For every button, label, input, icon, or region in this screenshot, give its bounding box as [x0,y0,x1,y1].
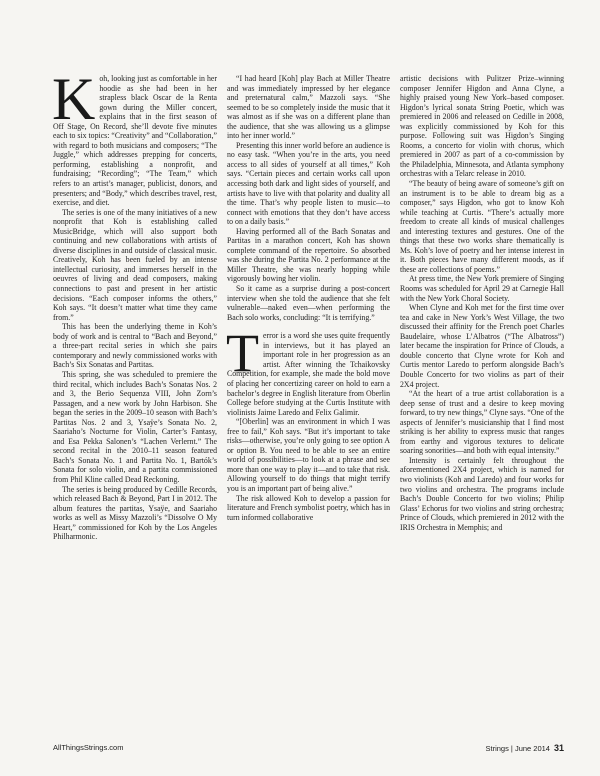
issue-info [485,743,564,753]
paragraph: artistic decisions with Pulitzer Prize–winning composer Jennifer Higdon and Anna Clyne, a highly praised young New York–based composer. Higdon’s lyrical sonata String Poetic, which was premiered in 2006 and released on Cedille in 2008, was explicitly commissioned by Koh for this purpose. Following suit was Higdon’s Singing Rooms, a concerto for violin with chorus, which premiered in 2007 as part of a co-commission by the Philadelphia, Minnesota, and Atlanta symphony orchestras with a Telarc release in 2010. [400,74,564,179]
paragraph: Presenting this inner world before an audience is no easy task. “When you’re in the arts, you need access to all sides of yourself at all times,” Koh says. “Certain pieces and certain works call upon accessing both dark and light sides of yourself, and artists have to live with that polarity and duality all the time. That’s why people listen to music—to connect with emotions that they don’t have access to on a daily basis.” [227,140,390,227]
paragraph: “I had heard [Koh] play Bach at Miller Theatre and was immediately impressed by her elegance and preternatural calm,” Mazzoli says. “She seemed to be so completely inside the music that it was almost as if she was on a different plane than the audience, that she was allowing us a glimpse into her inner world.” [227,74,390,141]
paragraph: “At the heart of a true artist collaboration is a deep sense of trust and a desire to keep moving forward, to try new things,” Clyne says. “One of the aspects of Jennifer’s musicianship that I find most striking is her ability to express music that ranges from earthy and vigorous textures to delicate soaring sonorities—and both with equal intensity.” [400,389,564,456]
paragraph: At press time, the New York premiere of Singing Rooms was scheduled for April 29 at Carnegie Hall with the New York Choral Society. [400,274,564,303]
article-column-3 [400,74,564,532]
drop-cap: K [52,66,96,132]
paragraph: This has been the underlying theme in Koh’s body of work and is central to “Bach and Beyond,” a three-part recital series in which she pairs contemporary and newly commissioned works with Bach’s Six Sonatas and Partitas. [53,322,217,370]
page-number: 31 [553,743,564,753]
article-column-1 [52,66,218,542]
issue-label: Strings | June 2014 [485,744,550,753]
drop-cap: T [226,323,259,384]
paragraph: The series is one of the many initiatives of a new nonprofit that Koh is establishing called MusicBridge, which will also support both continuing and new collaborations with artists of diverse disciplines in and outside of classical music. Creatively, Koh has been fueled by an intense intellectual curiosity, and immerses herself in the oeuvres of living and dead composers, making connections to past and present in her artistic decisions. “Each composer informs the others,” Koh says. “It doesn’t matter what time they came from.” [53,207,217,322]
paragraph: Having performed all of the Bach Sonatas and Partitas in a marathon concert, Koh has shown complete command of the repertoire. So absorbed was she during the Partita No. 2 performance at the Miller Theatre, she was nearly hopping while vigorously bowing her violin. [227,226,390,284]
paragraph: This spring, she was scheduled to premiere the third recital, which includes Bach’s Sonatas Nos. 2 and 3, the Berio Sequenza VIII, John Zorn’s Passagen, and a new work by John Harbison. She began the series in the 2009–10 season with Bach’s Partitas Nos. 2 and 3, Ysaÿe’s Sonata No. 2, Saariaho’s Nocturne for Violin, Carter’s Fantasy, and Esa Pekka Salonen’s “Lachen Verlernt.” The second recital in the 2010–11 season featured Bach’s Sonata No. 1 and Partita No. 1, Bartók’s Sonata for solo violin, and a partita commissioned from Phil Kline called Dead Reckoning. [53,369,217,484]
paragraph: Intensity is certainly felt throughout the aforementioned 2X4 project, which is named for two violinists (Koh and Laredo) and four works for two violins and orchestra. The programs include Bach’s Double Concerto for two violins; Philip Glass’ Echorus for two violins and string orchestra; Prince of Clouds, which premiered in 2012 with the IRIS Orchestra in Memphis; and [400,455,564,532]
article-column-2 [227,74,390,522]
paragraph-text: oh, looking just as comfortable in her hoodie as she had been in her strapless black Oscar de la Renta gown during the Miller concert, explains that in the first season of Off Stage, On Record, she’ll devote five minutes each to six topics: “Creativity” and “Collaboration,” with regard to both musicians and composers; “The Juggle,” which addresses prepping for concerts, performing, establishing a nonprofit, and fundraising; “Recording”; “The Team,” which refers to an artist’s manager, publicist, donors, and presenters; and “Body,” which describes travel, rest, exercise, and diet. [53,74,218,208]
paragraph: So it came as a surprise during a post-concert interview when she told the audience that she felt vulnerable—naked even—when performing the Bach solo works, concluding: “It is terrifying.” [227,284,390,322]
paragraph: The series is being produced by Cedille Records, which released Bach & Beyond, Part I in 2012. The album features the partitas, Ysaÿe, and Saariaho works as well as Missy Mazzoli’s “Dissolve O My Heart,” commissioned for Koh by the Los Angeles Philharmonic. [53,484,217,542]
paragraph-text: error is a word she uses quite frequently in interviews, but it has played an important role in her progression as an artist. After winning the Tchaikovsky Competition, for example, she made the bold move of placing her concertizing career on hold to earn a bachelor’s degree in English literature from Oberlin College before studying at the Curtis Institute with violinists Jaime Laredo and Felix Galimir. [227,331,390,417]
paragraph: “[Oberlin] was an environment in which I was free to fail,” Koh says. “But it’s important to take risks—otherwise, you’re only going to see option A or option B. You need to be able to see an entire world of possibilities—to look at a phrase and see more than one way to play it—and to take that risk. Allowing yourself to do things that might terrify you is an important part of being alive.” [227,417,390,493]
paragraph: “The beauty of being aware of someone’s gift on an instrument is to be able to dream big as a composer,” says Higdon, who got to know Koh while teaching at Curtis. “There’s actually more freedom to create all kinds of musical challenges and interesting textures and gestures. One of the things that these two works share thematically is Ms. Koh’s love of poetry and her intense interest in it. Both pieces have many different moods, as if these are collections of poems.” [400,179,564,274]
website-link[interactable]: AllThingsStrings.com [53,743,124,752]
paragraph [226,323,390,417]
paragraph: When Clyne and Koh met for the first time over tea and cake in New York’s West Village, the two discussed their affinity for the French poet Charles Baudelaire, whose L’Albatros (“The Albatross”) later became the inspiration for Prince of Clouds, a double concerto that Clyne wrote for Koh and Curtis mentor Laredo to perform alongside Bach’s Double Concerto for two violins as part of their 2X4 project. [400,303,564,389]
paragraph [52,66,218,208]
paragraph: The risk allowed Koh to develop a passion for literature and French symbolist poetry, which has in turn informed collaborative [227,493,390,522]
